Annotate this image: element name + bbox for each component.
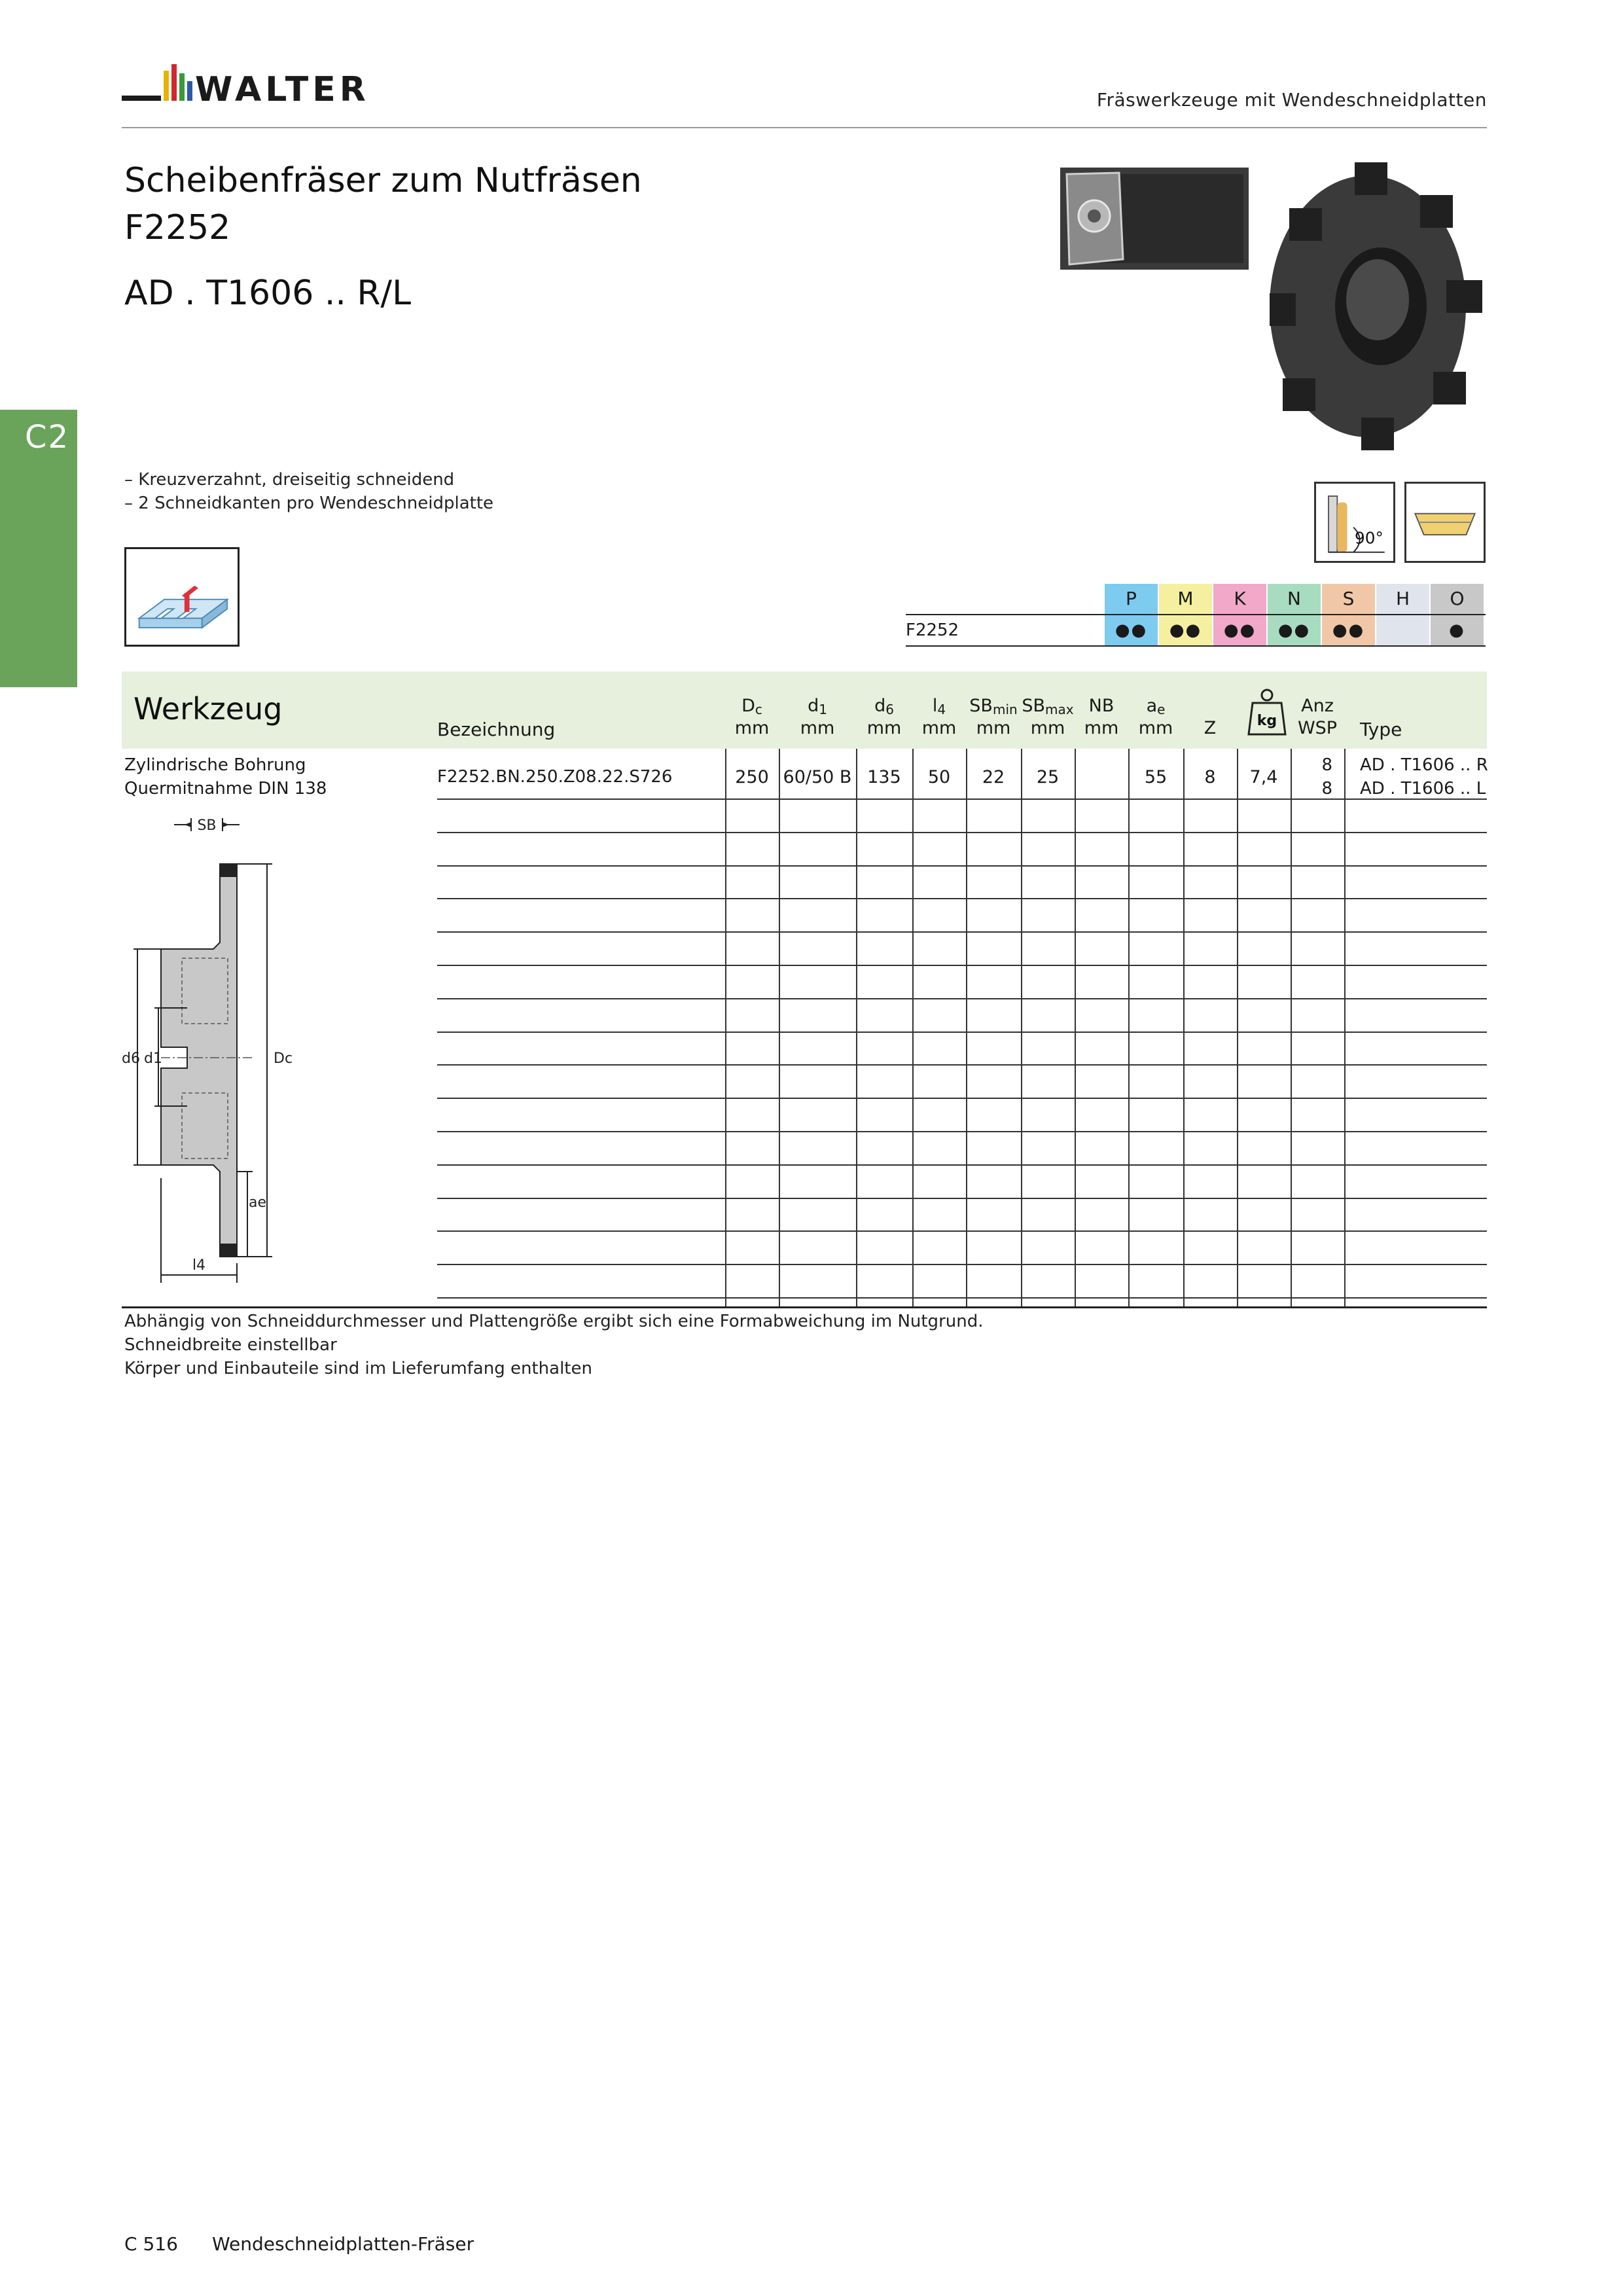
column-symbol-subscript: 6 [885,702,894,717]
grid-row-line [437,1131,1487,1132]
grid-column-line [1075,749,1076,1308]
material-rating-h [1375,615,1429,645]
note-form-deviation: Abhängig von Schneiddurchmesser und Plattengröße ergibt sich eine Formabweichung im Nutgrund. [124,1312,984,1331]
column-symbol-text: a [1146,696,1158,716]
column-unit: mm [1030,718,1065,738]
grid-column-line [725,749,726,1308]
grid-column-line [912,749,914,1308]
header-divider [122,127,1487,128]
column-symbol [856,695,912,717]
grid-row-line [437,898,1487,899]
material-code-o: O [1429,584,1484,614]
note-scope-of-delivery: Körper und Einbauteile sind im Lieferumfang enthalten [124,1359,592,1378]
column-header [912,695,966,740]
grid-column-line [1183,749,1185,1308]
column-symbol-text: Anz [1301,696,1334,716]
grid-row-line [437,1098,1487,1099]
grid-row-line [437,1230,1487,1232]
cell-value: 50 [927,767,951,787]
material-rating-n: ●● [1266,615,1321,645]
grid-column-line [966,749,967,1308]
column-symbol [1021,695,1075,717]
cell-value: 60/50 B [783,767,852,787]
material-code-n: N [1266,584,1321,614]
column-header [1128,695,1183,740]
product-code: F2252 [124,208,231,247]
column-symbol [725,695,779,717]
cell-value: 250 [735,767,769,787]
feature-item: – Kreuzverzahnt, dreiseitig schneidend [124,470,455,490]
column-header [966,695,1021,740]
column-header [1021,695,1075,740]
material-rating-s: ●● [1321,615,1375,645]
slot-milling-icon [124,547,240,647]
cell-value: 55 [1144,767,1168,787]
grid-row-line [437,865,1487,867]
column-unit: mm [866,718,902,738]
diagram-label-l4: l4 [192,1257,206,1274]
data-grid [437,749,1487,1308]
grid-row-line [437,1297,1487,1299]
grid-row-line [437,1064,1487,1066]
weight-icon [1246,687,1288,737]
material-code-h: H [1375,584,1429,614]
column-symbol [1291,695,1344,717]
column-symbol-subscript: min [992,702,1018,717]
type-header: Type [1360,719,1402,740]
grid-column-line [1291,749,1292,1308]
diagram-label-ae: ae [249,1194,267,1211]
column-symbol [966,695,1021,717]
column-unit: mm [1084,718,1119,738]
cell-value: 22 [982,767,1005,787]
angle-90-icon [1314,482,1395,563]
designation-value: F2252.BN.250.Z08.22.S726 [437,767,673,787]
cutter-photo [1270,162,1486,450]
weight-label: kg [1257,713,1277,729]
material-rating-m: ●● [1158,615,1212,645]
insert-shape-icon [1404,482,1486,563]
cell-value: 25 [1036,767,1060,787]
diagram-label-dc: Dc [274,1050,293,1067]
material-code-m: M [1158,584,1212,614]
insert-photo [1060,168,1249,270]
column-unit: WSP [1297,718,1338,738]
material-row-label: F2252 [906,620,959,640]
column-symbol [779,695,856,717]
svg-text:WALTER: WALTER [195,70,370,109]
column-symbol-text: d [808,696,819,716]
wsp-value-r: 8 [1321,755,1332,775]
column-symbol-subscript: 1 [819,702,827,717]
material-rating-o: ● [1429,615,1484,645]
column-header [1075,695,1128,740]
column-symbol-subscript: e [1157,702,1166,717]
insert-code: AD . T1606 .. R/L [124,274,412,313]
column-symbol [1128,695,1183,717]
column-symbol-subscript: max [1045,702,1074,717]
page-number: C 516 [124,2233,178,2255]
grid-column-line [1128,749,1130,1308]
column-header [856,695,912,740]
grid-row-line [437,1198,1487,1199]
grid-row-line [437,798,1487,800]
grid-column-line [779,749,780,1308]
column-header [725,695,779,740]
column-symbol-text: l [932,696,938,716]
table-section-title: Werkzeug [134,691,283,726]
column-symbol [1183,695,1237,717]
column-unit: mm [921,718,957,738]
grid-row-line [437,998,1487,999]
footer-section: Wendeschneidplatten-Fräser [212,2233,474,2255]
diagram-label-sb: SB [197,817,217,834]
diagram-label-d6: d6 [122,1050,140,1067]
material-rating-p: ●● [1103,615,1158,645]
column-symbol-text: SB [969,696,993,716]
column-unit: Z [1204,718,1217,738]
column-unit: mm [976,718,1011,738]
column-header [1183,695,1237,740]
feature-item: – 2 Schneidkanten pro Wendeschneidplatte [124,493,494,513]
grid-row-line [437,1164,1487,1166]
wsp-value-l: 8 [1321,779,1332,798]
material-code-k: K [1212,584,1266,614]
column-symbol [912,695,966,717]
grid-column-line [1237,749,1238,1308]
cell-value: 135 [867,767,901,787]
table-bottom-rule [122,1306,1487,1308]
material-rating-k: ●● [1212,615,1266,645]
grid-row-line [437,931,1487,933]
note-width-adjustable: Schneidbreite einstellbar [124,1335,337,1355]
type-value-l: AD . T1606 .. L [1360,779,1486,798]
cell-value: 8 [1204,767,1216,787]
angle-label: 90° [1355,528,1383,548]
column-header [1291,695,1344,740]
bore-description: Zylindrische Bohrung [124,755,306,775]
material-table [906,584,1486,647]
bezeichnung-header: Bezeichnung [437,719,556,740]
column-symbol-text: NB [1088,696,1115,716]
grid-row-line [437,1031,1487,1033]
column-unit: mm [800,718,835,738]
column-symbol-subscript: c [755,702,762,717]
column-symbol-text: D [741,696,755,716]
grid-column-line [1344,749,1346,1308]
cutter-cross-section-diagram [122,812,312,1283]
walter-logo [122,58,403,117]
chapter-tab-label: C2 [25,419,70,456]
diagram-label-d1: d1 [144,1050,162,1067]
drive-description: Quermitnahme DIN 138 [124,779,327,798]
grid-column-line [1021,749,1022,1308]
type-value-r: AD . T1606 .. R [1360,755,1488,775]
grid-row-line [437,832,1487,833]
grid-row-line [437,1264,1487,1265]
header-section-title: Fräswerkzeuge mit Wendeschneidplatten [1096,89,1487,111]
column-symbol-subscript: 4 [937,702,946,717]
column-symbol [1075,695,1128,717]
page-title: Scheibenfräser zum Nutfräsen [124,161,642,200]
grid-row-line [437,965,1487,966]
grid-column-line [856,749,857,1308]
material-code-s: S [1321,584,1375,614]
column-header [779,695,856,740]
cell-value: 7,4 [1249,767,1278,787]
column-symbol-text: SB [1022,696,1046,716]
material-code-p: P [1103,584,1158,614]
column-unit: mm [1138,718,1173,738]
column-unit: mm [734,718,770,738]
column-symbol-text: d [874,696,886,716]
